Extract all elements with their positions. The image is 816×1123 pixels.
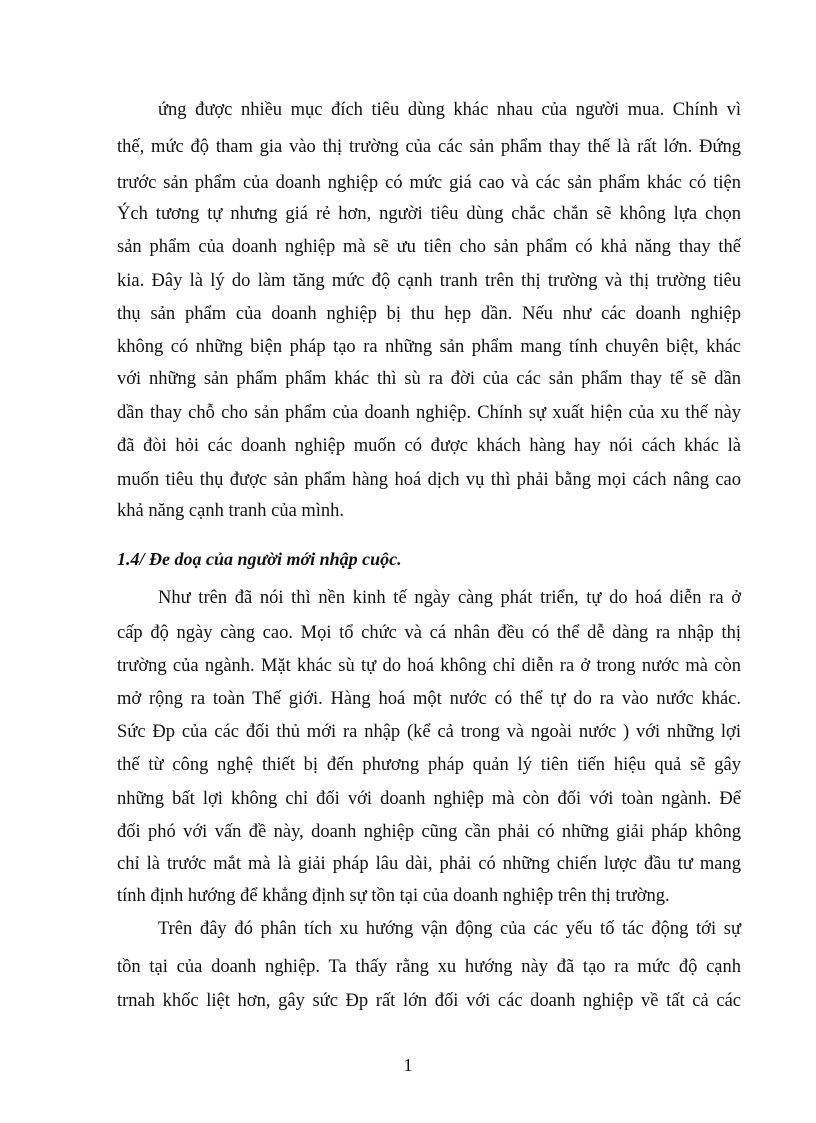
text-line: không có những biện pháp tạo ra những sản phẩm mang tính chuyên biệt, khác bbox=[117, 337, 741, 357]
text-line: chỉ là trước mắt mà là giải pháp lâu dài, phải có những chiến lược đầu tư mang bbox=[117, 854, 741, 874]
text-line: đối phó với vấn đề này, doanh nghiệp cũng cần phải có những giải pháp không bbox=[117, 822, 741, 842]
text-line: mở rộng ra toàn Thế giới. Hàng hoá một nước có thể tự do ra vào nước khác. bbox=[117, 689, 741, 709]
text-line: trường của ngành. Mặt khác sù tự do hoá không chỉ diễn ra ở trong nước mà còn bbox=[117, 656, 741, 676]
text-line: ứng được nhiều mục đích tiêu dùng khác nhau của người mua. Chính vì bbox=[158, 100, 741, 120]
page-number: 1 bbox=[403, 1055, 413, 1075]
text-line: thụ sản phẩm của doanh nghiệp bị thu hẹp dần. Nếu như các doanh nghiệp bbox=[117, 304, 741, 324]
section-heading: 1.4/ Đe doạ của người mới nhập cuộc. bbox=[117, 549, 402, 569]
text-line: với những sản phẩm phẩm khác thì sù ra đời của các sản phẩm thay tế sẽ dần bbox=[117, 369, 741, 389]
text-line: muốn tiêu thụ được sản phẩm hàng hoá dịch vụ thì phải bằng mọi cách nâng cao bbox=[117, 470, 741, 490]
text-line: Sức Ðp của các đối thủ mới ra nhập (kể cả trong và ngoài nước ) với những lợi bbox=[117, 722, 741, 742]
text-line: dần thay chỗ cho sản phẩm của doanh nghiệp. Chính sự xuất hiện của xu thế này bbox=[117, 403, 741, 423]
text-line: thế, mức độ tham gia vào thị trường của các sản phẩm thay thế là rất lớn. Đứng bbox=[117, 137, 741, 157]
text-line: tính định hướng để khẳng định sự tồn tại của doanh nghiệp trên thị trường. bbox=[117, 886, 670, 906]
text-line: sản phẩm của doanh nghiệp mà sẽ ưu tiên cho sản phẩm có khả năng thay thế bbox=[117, 237, 741, 257]
text-line: Ých tương tự nhưng giá rẻ hơn, người tiêu dùng chắc chắn sẽ không lựa chọn bbox=[117, 204, 741, 224]
text-line: những bất lợi không chỉ đối với doanh nghiệp mà còn đối với toàn ngành. Để bbox=[117, 789, 741, 809]
text-line: Trên đây đó phân tích xu hướng vận động của các yếu tố tác động tới sự bbox=[158, 919, 741, 939]
text-line: tồn tại của doanh nghiệp. Ta thấy rằng xu hướng này đã tạo ra mức độ cạnh bbox=[117, 957, 741, 977]
text-line: đã đòi hỏi các doanh nghiệp muốn có được khách hàng hay nói cách khác là bbox=[117, 436, 741, 456]
text-line: kia. Đây là lý do làm tăng mức độ cạnh tranh trên thị trường và thị trường tiêu bbox=[117, 271, 741, 291]
text-line: trnah khốc liệt hơn, gây sức Ðp rất lớn đối với các doanh nghiệp về tất cả các bbox=[117, 991, 741, 1011]
text-line: cấp độ ngày càng cao. Mọi tổ chức và cá nhân đều có thể dễ dàng ra nhập thị bbox=[117, 623, 741, 643]
text-line: trước sản phẩm của doanh nghiệp có mức giá cao và các sản phẩm khác có tiện bbox=[117, 173, 741, 193]
text-line: thế từ công nghệ thiết bị đến phương pháp quản lý tiên tiến hiệu quả sẽ gây bbox=[117, 755, 741, 775]
text-line: khả năng cạnh tranh của mình. bbox=[117, 501, 345, 521]
text-line: Như trên đã nói thì nền kinh tế ngày càng phát triển, tự do hoá diễn ra ở bbox=[158, 588, 741, 608]
